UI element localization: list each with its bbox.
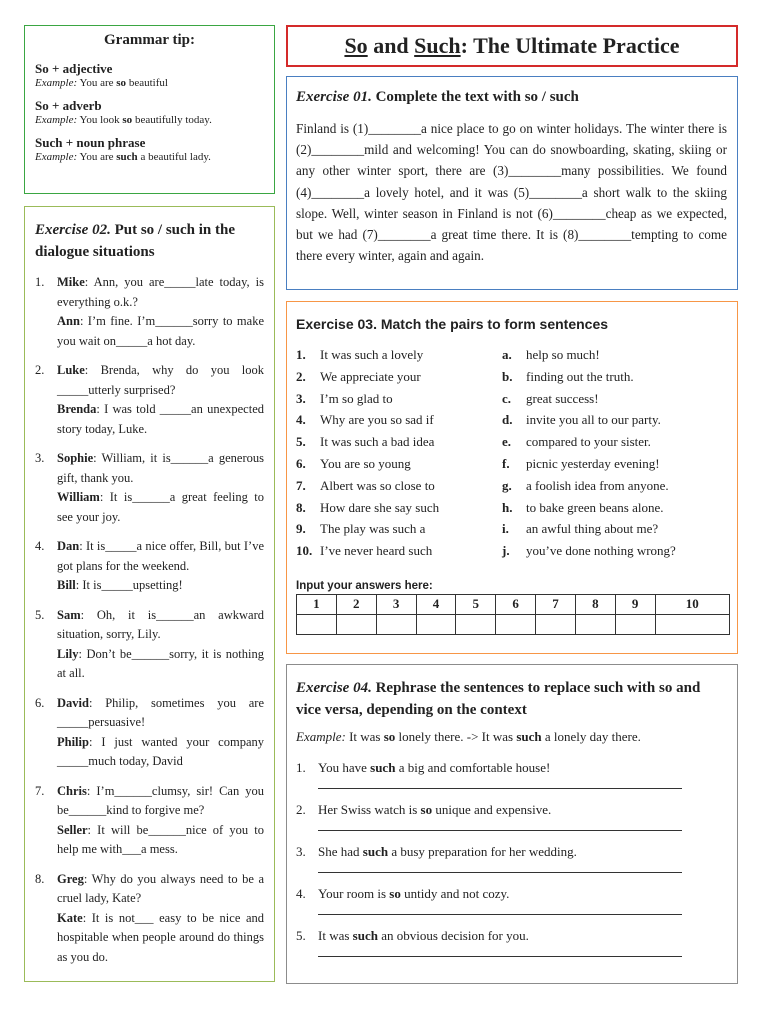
answer-number-cell: 5 (456, 594, 496, 614)
dialogue-line (57, 537, 264, 576)
sentence-letter: j. (502, 543, 510, 559)
dialogue-line (57, 909, 264, 968)
dialogue-item (35, 449, 264, 527)
sentence-text: How dare she say such (320, 499, 440, 515)
speaker-name: Brenda (57, 402, 97, 416)
speaker-name: Sophie (57, 451, 94, 465)
answer-input-cell[interactable] (416, 614, 456, 634)
sentence-end (502, 540, 729, 562)
example-text: beautifully today. (132, 114, 212, 126)
answer-input-cell[interactable] (456, 614, 496, 634)
sentence-number: 7. (296, 477, 306, 493)
sentence-letter: i. (502, 521, 509, 537)
sentence-end (502, 453, 729, 475)
answer-input-cell[interactable] (336, 614, 376, 634)
sentence-text: It was such a lovely (320, 347, 424, 362)
sentence-text: a big and comfortable house! (395, 760, 551, 775)
answer-number-cell: 4 (416, 594, 456, 614)
answer-line[interactable] (318, 945, 682, 957)
exercise-03 (286, 301, 738, 654)
rephrase-sentence (318, 843, 577, 861)
answer-input-cell[interactable] (376, 614, 416, 634)
item-number: 3. (296, 844, 306, 859)
sentence-text: an awful thing about me? (526, 521, 659, 537)
speaker-name: Luke (57, 363, 85, 377)
example-text: You look (79, 114, 123, 126)
sentence-keyword: such (352, 928, 378, 943)
sentence-text: compared to your sister. (526, 434, 651, 450)
dialogue-line (57, 870, 264, 909)
rephrase-sentence (318, 885, 509, 903)
sentence-text: a busy preparation for her wedding. (388, 844, 577, 859)
sentence-keyword: so (389, 886, 401, 901)
dialogue-item (35, 537, 264, 596)
speaker-name: Lily (57, 646, 79, 661)
sentence-text: to bake green beans alone. (526, 499, 664, 515)
sentence-end (502, 518, 729, 540)
dialogue-line (57, 821, 264, 860)
dialogue-item (35, 361, 264, 439)
grammar-rule (35, 135, 264, 164)
sentence-keyword: so (420, 802, 433, 817)
dialogue-line (57, 694, 264, 733)
grammar-rule-label: So + adverb (35, 98, 102, 113)
title-so: So (344, 33, 368, 58)
sentence-letter: e. (502, 434, 512, 450)
dialogue-line (57, 606, 264, 645)
exercise-02-heading (35, 219, 264, 263)
dialogue-item (35, 606, 264, 684)
dialogue-text: : Don’t be______sorry, it is nothing at all. (57, 646, 264, 680)
answer-line[interactable] (318, 819, 682, 831)
dialogue-body (57, 694, 264, 772)
answer-line[interactable] (318, 861, 682, 873)
sentence-end (502, 431, 729, 453)
sentence-start (296, 453, 502, 475)
exercise-04-example (296, 729, 727, 745)
sentence-text: I’ve never heard such (320, 543, 433, 559)
sentence-text: Albert was so close to (320, 477, 435, 493)
dialogue-item (35, 782, 264, 860)
dialogue-text: : It is_____a nice offer, Bill, but I’ve got plans for the weekend. (57, 539, 264, 573)
sentence-text: The play was such a (320, 521, 426, 537)
sentence-text: It was (318, 928, 353, 943)
sentence-text: Her Swiss watch is (318, 802, 421, 817)
rephrase-item (296, 801, 727, 819)
item-number: 2. (296, 802, 306, 817)
rephrase-list (296, 759, 727, 957)
rephrase-sentence (318, 927, 529, 945)
example-keyword: such (116, 151, 138, 163)
dialogue-item (35, 273, 264, 351)
answer-number-cell: 10 (655, 594, 729, 614)
sentence-text: Why are you so sad if (320, 412, 434, 428)
item-number: 5. (35, 607, 45, 622)
sentence-number: 3. (296, 390, 306, 406)
example-label: Example: (296, 729, 346, 744)
sentence-letter: g. (502, 477, 512, 493)
example-label: Example: (35, 77, 78, 89)
answer-input-cell[interactable] (536, 614, 576, 634)
item-number: 6. (35, 695, 45, 710)
sentence-start (296, 431, 502, 453)
exercise-03-heading: Exercise 03. Match the pairs to form sentences (296, 316, 609, 332)
speaker-name: Mike (57, 275, 85, 289)
dialogue-text: : It is______a great feeling to see your joy. (57, 490, 264, 524)
answer-number-cell: 3 (376, 594, 416, 614)
sentence-text: great success! (526, 390, 599, 406)
sentence-start (296, 475, 502, 497)
dialogue-text: : Oh, it is______an awkward situation, sorry, Lily. (57, 607, 264, 641)
dialogue-text: : Philip, sometimes you are _____persuasive! (57, 695, 264, 729)
dialogue-line (57, 312, 264, 351)
rephrase-item (296, 927, 727, 945)
answer-line[interactable] (318, 777, 682, 789)
example-text: You are (79, 151, 117, 163)
dialogue-line (57, 273, 264, 312)
dialogue-line (57, 400, 264, 439)
speaker-name: David (57, 695, 89, 710)
grammar-rule (35, 98, 264, 127)
sentence-letter: b. (502, 368, 513, 384)
exercise-04 (286, 664, 738, 984)
title-such: Such (414, 33, 461, 58)
item-number: 2. (35, 363, 45, 377)
sentence-end (502, 409, 729, 431)
sentence-start (296, 518, 502, 540)
dialogue-line (57, 576, 264, 596)
item-number: 4. (35, 539, 45, 553)
grammar-rule (35, 61, 264, 90)
grammar-tip-title: Grammar tip: (104, 32, 195, 48)
sentence-keyword: such (370, 760, 396, 775)
dialogue-body (57, 273, 264, 351)
matching-pairs (296, 344, 729, 562)
sentence-number: 4. (296, 412, 306, 428)
answers-input-row (297, 614, 730, 634)
speaker-name: Greg (57, 871, 84, 886)
sentence-start (296, 409, 502, 431)
exercise-02 (24, 206, 275, 982)
dialogue-line (57, 733, 264, 772)
answer-input-cell[interactable] (297, 614, 337, 634)
example-keyword: so (116, 77, 127, 89)
answer-number-cell: 8 (575, 594, 615, 614)
dialogue-body (57, 870, 264, 968)
dialogue-list (35, 273, 264, 967)
answer-number-cell: 7 (536, 594, 576, 614)
sentence-letter: d. (502, 412, 513, 428)
sentence-start (296, 540, 502, 562)
dialogue-text: : It will be______nice of you to help me with___a mess. (57, 822, 264, 856)
sentence-text: a foolish idea from anyone. (526, 477, 669, 493)
speaker-name: Philip (57, 734, 89, 749)
sentence-number: 6. (296, 455, 306, 471)
sentence-text: finding out the truth. (526, 368, 634, 384)
sentence-letter: f. (502, 455, 510, 471)
example-text: It was (345, 729, 384, 744)
sentence-text: help so much! (526, 347, 600, 362)
example-label: Example: (35, 151, 78, 163)
sentence-text: invite you all to our party. (526, 412, 661, 428)
dialogue-text: : William, it is______a generous gift, thank you. (57, 451, 264, 485)
page-title (286, 25, 738, 67)
sentence-text: She had (318, 844, 363, 859)
grammar-rule-example (35, 150, 264, 164)
dialogue-body (57, 361, 264, 439)
exercise-01 (286, 76, 738, 290)
answers-header-row (297, 594, 730, 614)
sentence-number: 2. (296, 368, 306, 384)
exercise-label: Exercise 04. (296, 680, 372, 696)
example-label: Example: (35, 114, 78, 126)
sentence-text: unique and expensive. (432, 802, 552, 817)
dialogue-line (57, 488, 264, 527)
dialogue-text: : It is not___ easy to be nice and hospitable when people around do things as you do. (57, 910, 264, 964)
rephrase-item (296, 843, 727, 861)
exercise-label: Exercise 01. (296, 89, 372, 105)
grammar-tip-box (24, 25, 275, 194)
sentence-start (296, 366, 502, 388)
sentence-end (502, 344, 729, 366)
dialogue-item (35, 870, 264, 968)
exercise-label: Exercise 02. (35, 222, 111, 238)
rephrase-sentence (318, 759, 550, 777)
speaker-name: Seller (57, 822, 88, 837)
grammar-rule-example (35, 76, 264, 90)
answer-number-cell: 2 (336, 594, 376, 614)
item-number: 5. (296, 928, 306, 943)
answer-line[interactable] (318, 903, 682, 915)
dialogue-body (57, 449, 264, 527)
sentence-end (502, 497, 729, 519)
sentence-text: you’ve done nothing wrong? (526, 543, 676, 559)
sentence-text: Your room is (318, 886, 390, 901)
dialogue-line (57, 782, 264, 821)
dialogue-text: : I’m______clumsy, sir! Can you be______kind to forgive me? (57, 783, 264, 817)
item-number: 7. (35, 783, 45, 798)
dialogue-text: : I just wanted your company _____much today, David (57, 734, 264, 768)
sentence-text: picnic yesterday evening! (526, 455, 660, 471)
sentence-start (296, 344, 502, 366)
example-keyword: so (383, 729, 396, 744)
dialogue-line (57, 645, 264, 684)
answer-number-cell: 6 (496, 594, 536, 614)
example-text: lonely there. -> It was (395, 729, 517, 744)
answer-input-cell[interactable] (615, 614, 655, 634)
sentence-end (502, 388, 729, 410)
speaker-name: William (57, 490, 100, 504)
exercise-instruction: Rephrase the sentences to replace such with so and vice versa, depending on the context (296, 680, 701, 718)
sentence-letter: h. (502, 499, 513, 515)
rephrase-item (296, 759, 727, 777)
sentence-ends (502, 344, 729, 562)
dialogue-item (35, 694, 264, 772)
dialogue-body (57, 537, 264, 596)
sentence-number: 5. (296, 434, 306, 450)
exercise-01-heading (296, 89, 727, 106)
exercise-instruction: Complete the text with so / such (371, 89, 579, 105)
exercise-instruction: Put so / such in the dialogue situations (35, 222, 236, 260)
dialogue-text: : It is_____upsetting! (75, 578, 183, 592)
title-and: and (367, 33, 415, 58)
sentence-number: 9. (296, 521, 306, 537)
dialogue-text: : Why do you always need to be a cruel lady, Kate? (57, 871, 264, 905)
dialogue-line (57, 449, 264, 488)
sentence-start (296, 497, 502, 519)
sentence-text: You are so young (320, 455, 411, 471)
sentence-text: It was such a bad idea (320, 434, 435, 450)
sentence-number: 8. (296, 499, 306, 515)
answers-table (296, 594, 730, 635)
example-text: a beautiful lady. (137, 151, 211, 163)
answer-input-cell[interactable] (575, 614, 615, 634)
answer-input-cell[interactable] (655, 614, 729, 634)
rephrase-sentence (318, 801, 551, 819)
speaker-name: Sam (57, 607, 81, 622)
sentence-number: 10. (296, 543, 313, 559)
sentence-starts (296, 344, 502, 562)
rephrase-item (296, 885, 727, 903)
answer-input-cell[interactable] (496, 614, 536, 634)
dialogue-text: : I’m fine. I’m______sorry to make you wait on_____a hot day. (57, 314, 264, 348)
example-keyword: such (516, 729, 542, 744)
example-text: You are (79, 77, 117, 89)
exercise-01-text: Finland is (1)________a nice place to go on winter holidays. The winter there is (2)________mild and welcoming! You can do snowboarding, skating, skiing or any other winter sport, there are (3)________many possibilities. We found (4)________a lovely hotel, and it was (5)________a short walk to the skiing slope. Well, winter season in Finland is not (6)________cheap as we expected, but we had (7)________a great time there. It is (8)________tempting to come there every winter, again and again. (296, 121, 727, 264)
speaker-name: Chris (57, 783, 87, 798)
sentence-text: We appreciate your (320, 368, 421, 384)
sentence-end (502, 366, 729, 388)
sentence-start (296, 388, 502, 410)
dialogue-text: : I was told _____an unexpected story today, Luke. (57, 402, 264, 436)
grammar-rule-example (35, 113, 264, 127)
item-number: 8. (35, 871, 45, 886)
title-rest: : The Ultimate Practice (460, 33, 680, 58)
item-number: 4. (296, 886, 306, 901)
answer-number-cell: 1 (297, 594, 337, 614)
sentence-letter: c. (502, 390, 512, 406)
speaker-name: Ann (57, 314, 80, 328)
sentence-text: an obvious decision for you. (377, 928, 529, 943)
sentence-text: untidy and not cozy. (400, 886, 510, 901)
item-number: 3. (35, 451, 45, 465)
example-text: a lonely day there. (541, 729, 641, 744)
dialogue-body (57, 606, 264, 684)
sentence-text: I’m so glad to (320, 390, 393, 406)
dialogue-text: : Brenda, why do you look _____utterly surprised? (57, 363, 264, 397)
exercise-04-heading (296, 677, 727, 721)
speaker-name: Dan (57, 539, 80, 553)
speaker-name: Kate (57, 910, 83, 925)
grammar-rule-label: Such + noun phrase (35, 135, 146, 150)
sentence-end (502, 475, 729, 497)
item-number: 1. (296, 760, 306, 775)
answers-label: Input your answers here: (296, 579, 433, 592)
answer-number-cell: 9 (615, 594, 655, 614)
speaker-name: Bill (57, 578, 76, 592)
sentence-letter: a. (502, 347, 512, 362)
example-keyword: so (122, 114, 133, 126)
item-number: 1. (35, 275, 45, 289)
sentence-keyword: such (362, 844, 389, 859)
dialogue-text: : Ann, you are_____late today, is everything o.k.? (57, 275, 264, 309)
dialogue-body (57, 782, 264, 860)
dialogue-line (57, 361, 264, 400)
sentence-text: You have (318, 760, 371, 775)
example-text: beautiful (126, 77, 168, 89)
sentence-number: 1. (296, 347, 306, 362)
grammar-rule-label: So + adjective (35, 61, 113, 76)
